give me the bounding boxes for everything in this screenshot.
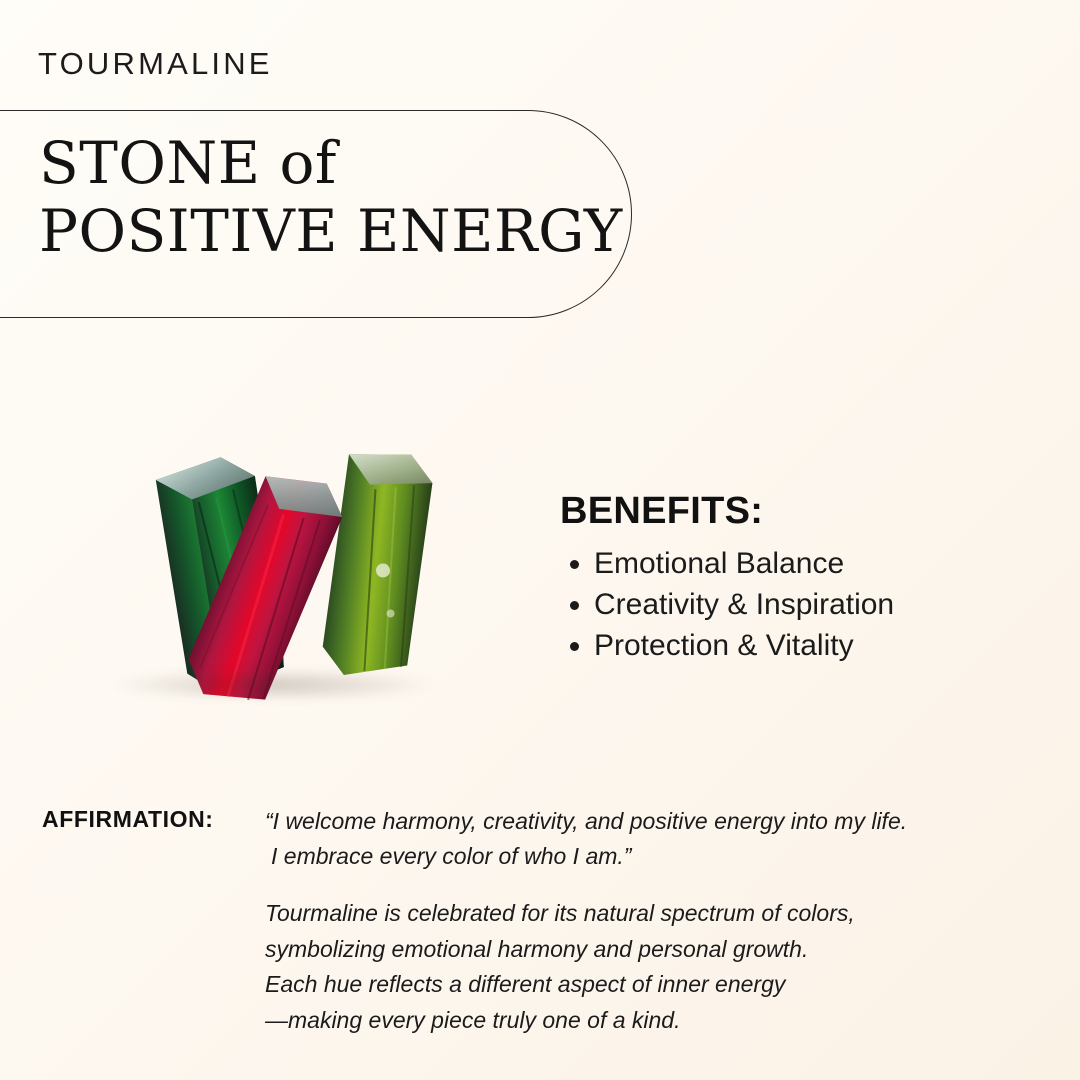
image-shadow — [108, 668, 438, 702]
list-item: • Protection & Vitality — [594, 625, 1030, 666]
affirmation-quote — [265, 804, 1055, 873]
eyebrow-title: TOURMALINE — [38, 46, 273, 81]
description-line-3: Each hue reflects a different aspect of inner energy — [265, 971, 786, 998]
list-item: • Emotional Balance — [594, 543, 1030, 584]
headline-pill-outline — [0, 110, 632, 318]
affirmation-label: AFFIRMATION: — [42, 806, 214, 832]
affirmation-quote-line-1: “I welcome harmony, creativity, and positive energy into my life. — [265, 808, 908, 834]
description-line-2: symbolizing emotional harmony and personal growth. — [265, 935, 809, 962]
description-line-4: —making every piece truly one of a kind. — [265, 1006, 681, 1033]
description-line-1: Tourmaline is celebrated for its natural spectrum of colors, — [265, 900, 855, 926]
list-item: • Creativity & Inspiration — [594, 584, 1030, 625]
benefits-block — [560, 490, 1030, 666]
benefits-title: BENEFITS: — [560, 490, 764, 532]
affirmation-quote-line-2: I embrace every color of who I am.” — [271, 842, 632, 869]
headline-line-2: POSITIVE ENERGY — [39, 197, 623, 266]
benefits-list — [560, 543, 1030, 666]
description-block — [265, 896, 1055, 1039]
page-title — [39, 129, 623, 266]
headline-line-1: STONE of — [39, 129, 337, 197]
headline-block — [39, 129, 623, 266]
tourmaline-crystals-image — [78, 430, 458, 730]
